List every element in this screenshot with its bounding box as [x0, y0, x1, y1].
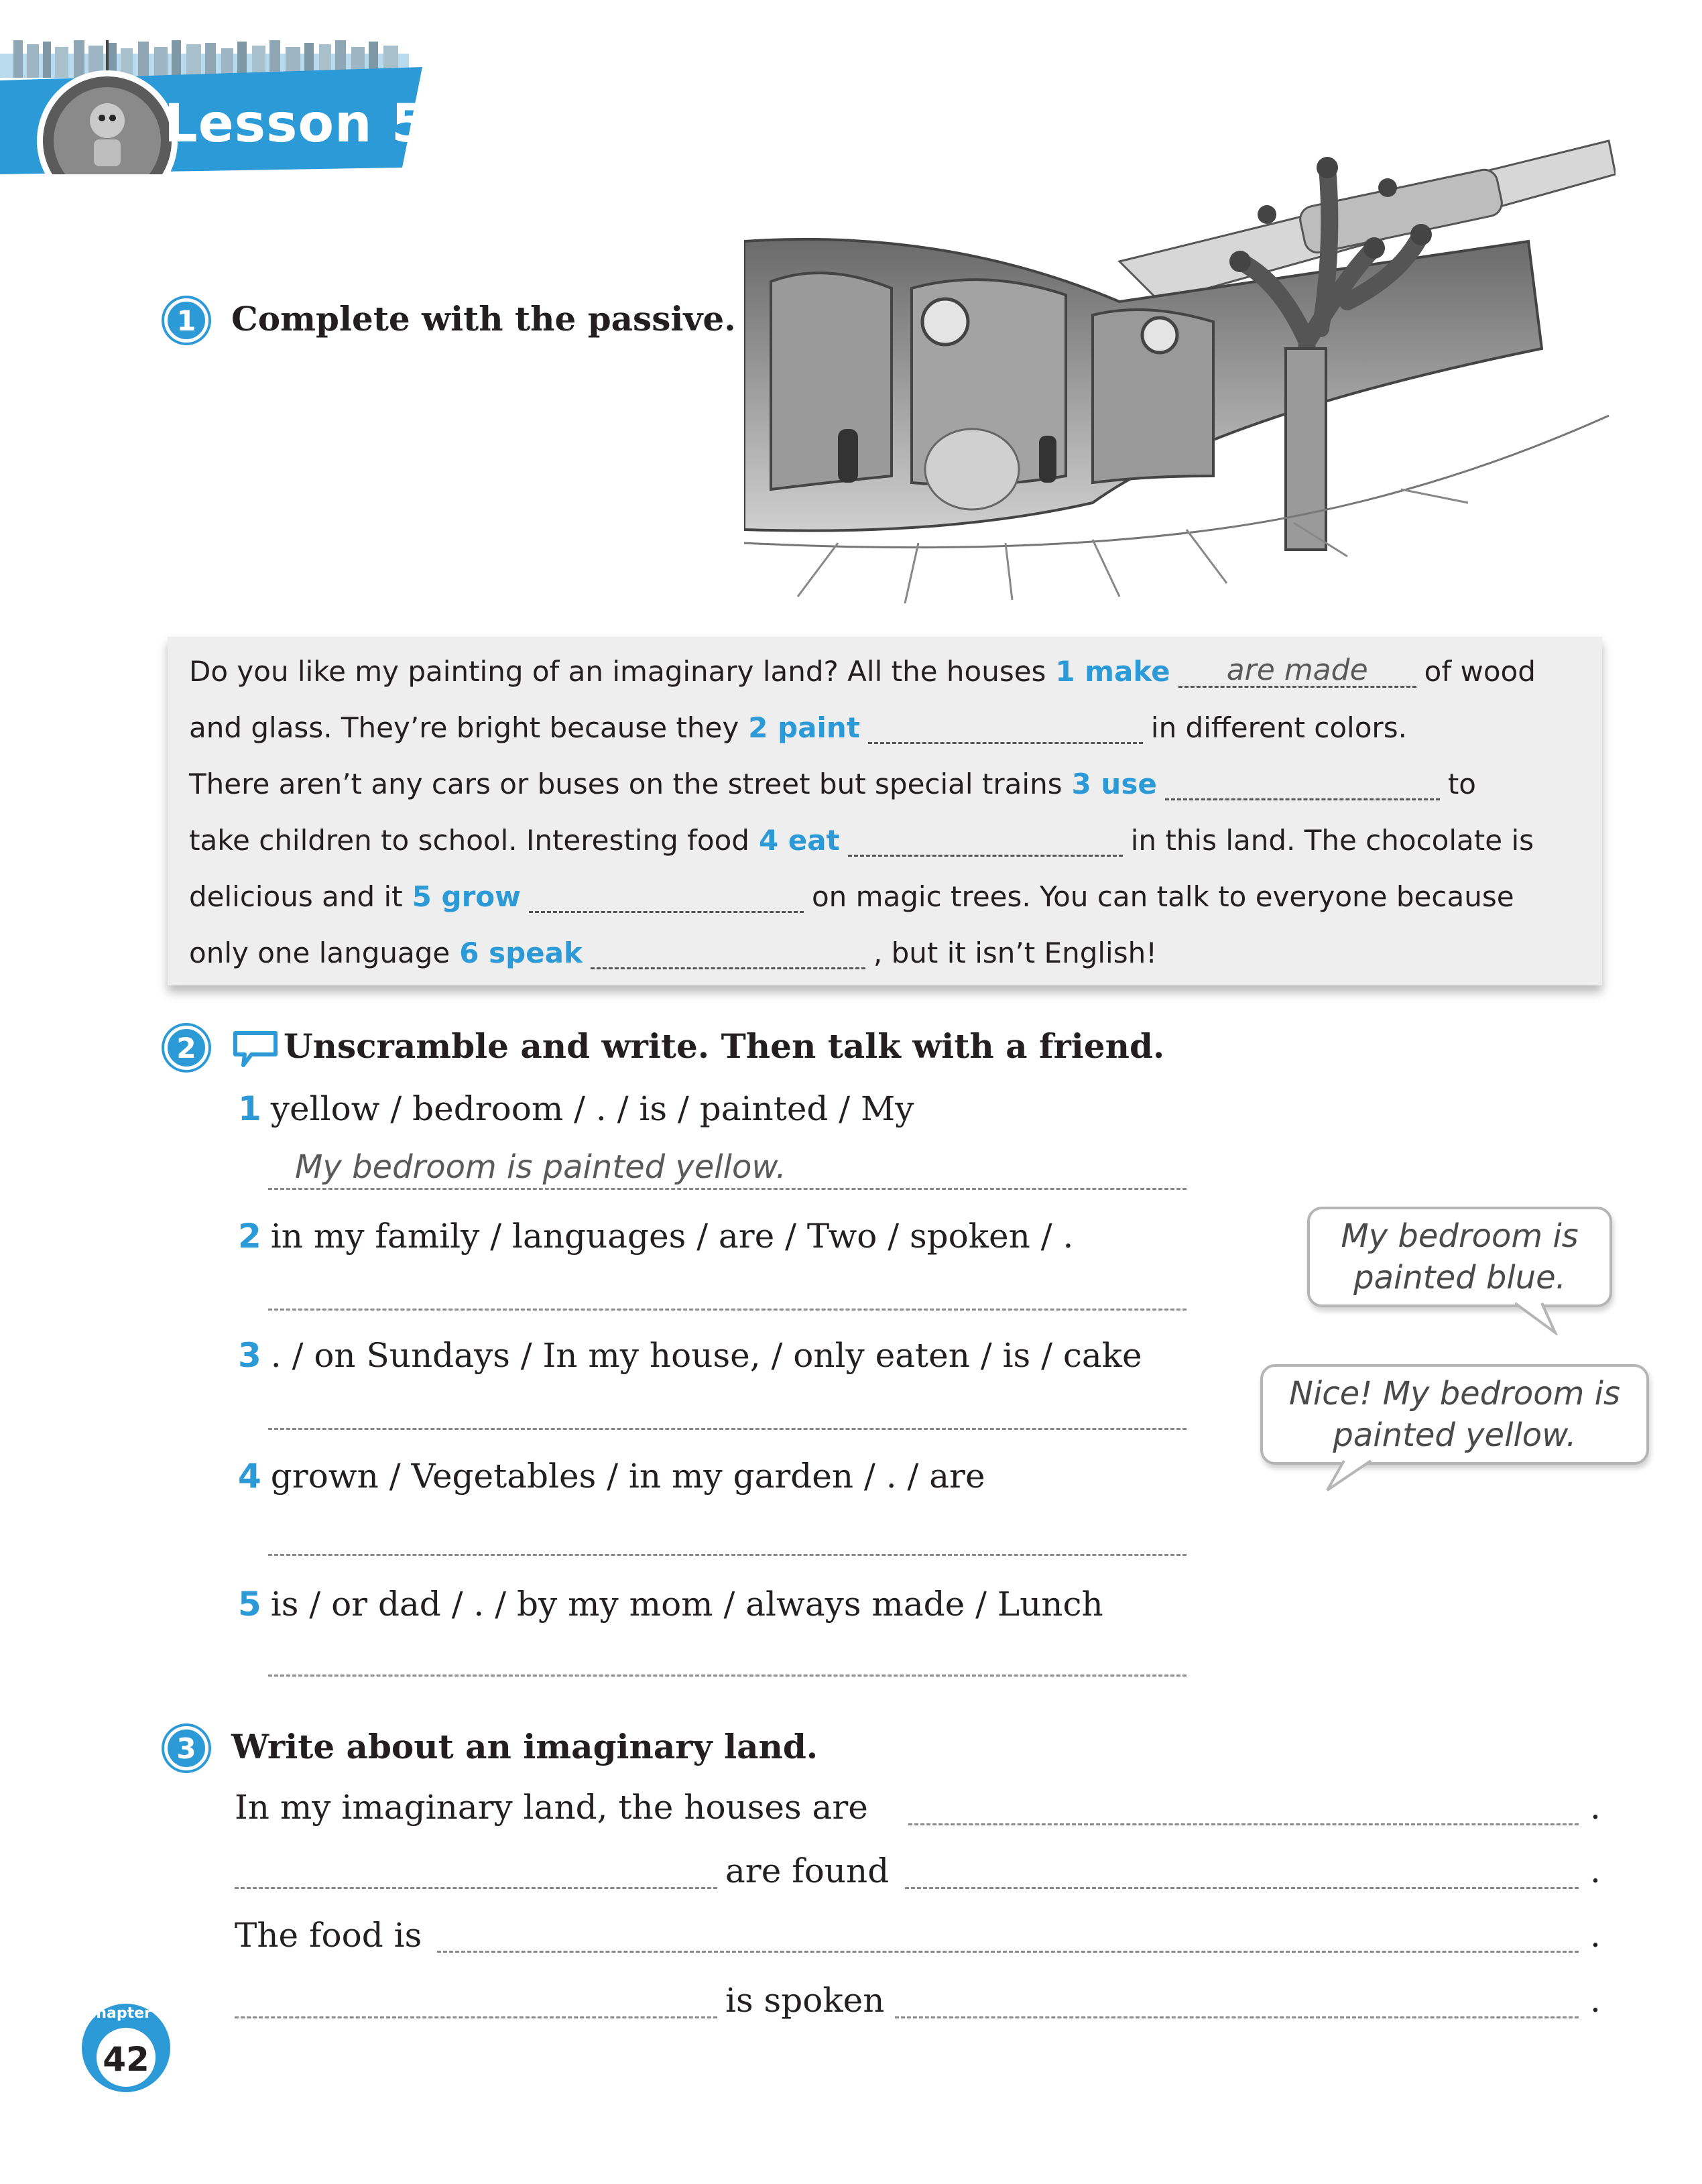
- verb-cue-4: 4 eat: [758, 824, 840, 857]
- exercise-3-number: 3: [164, 1726, 208, 1770]
- story-text: take children to school. Interesting food: [189, 824, 749, 857]
- story-text-box: [168, 637, 1602, 985]
- writing-line-2b[interactable]: [905, 1887, 1579, 1889]
- story-text: in this land. The chocolate is: [1130, 824, 1534, 857]
- answer-line-5[interactable]: [268, 1675, 1187, 1677]
- scrambled-words: yellow / bedroom / . / is / painted / My: [270, 1089, 914, 1128]
- story-text: and glass. They’re bright because they: [189, 711, 739, 744]
- answer-blank-2[interactable]: [868, 718, 1143, 744]
- story-line-3: [189, 768, 1476, 800]
- writing-line-1[interactable]: [908, 1823, 1579, 1825]
- scrambled-words: . / on Sundays / In my house, / only eaten / is / cake: [270, 1336, 1142, 1375]
- story-text: only one language: [189, 936, 450, 969]
- chapter-label: Chapter 5: [85, 2005, 167, 2022]
- story-text: in different colors.: [1150, 711, 1407, 744]
- page-number-badge: [79, 2001, 173, 2095]
- story-text: of wood: [1424, 655, 1536, 688]
- bubble-text-line: painted blue.: [1353, 1259, 1566, 1296]
- bubble-text-line: Nice! My bedroom is: [1288, 1375, 1621, 1412]
- speech-bubble-first: [1307, 1207, 1612, 1307]
- bubble-tail-first: [1515, 1302, 1562, 1335]
- writing-prompt-3: The food is: [235, 1916, 422, 1955]
- scrambled-words: is / or dad / . / by my mom / always made / Lunch: [270, 1585, 1103, 1624]
- exercise-1-number: 1: [164, 298, 208, 343]
- handwritten-answer: My bedroom is painted yellow.: [295, 1148, 786, 1186]
- answer-line-3[interactable]: [268, 1428, 1187, 1430]
- story-text: delicious and it: [189, 880, 403, 913]
- item-number: 1: [238, 1089, 261, 1128]
- story-text: , but it isn’t English!: [873, 936, 1158, 969]
- answer-line-4[interactable]: [268, 1554, 1187, 1556]
- sentence-period: .: [1590, 1916, 1601, 1955]
- verb-cue-3: 3 use: [1071, 768, 1157, 800]
- story-text: There aren’t any cars or buses on the street but special trains: [189, 768, 1062, 800]
- verb-cue-5: 5 grow: [412, 880, 521, 913]
- sentence-period: .: [1590, 1852, 1601, 1890]
- story-text: to: [1447, 768, 1476, 800]
- story-line-1: [189, 655, 1536, 688]
- writing-line-3[interactable]: [437, 1951, 1579, 1953]
- bubble-text-line: My bedroom is: [1341, 1217, 1579, 1255]
- page-number: 42: [103, 2040, 149, 2079]
- story-text: on magic trees. You can talk to everyone because: [811, 880, 1514, 913]
- scramble-item-3: [238, 1336, 1142, 1375]
- bubble-text-line: painted yellow.: [1333, 1416, 1577, 1454]
- handwritten-answer-1: are made: [1226, 653, 1368, 687]
- writing-prompt-2: are found: [725, 1852, 890, 1890]
- item-number: 3: [238, 1336, 261, 1375]
- answer-blank-1[interactable]: [1178, 653, 1416, 688]
- story-line-6: [189, 936, 1157, 969]
- writing-prompt-1: In my imaginary land, the houses are: [235, 1788, 868, 1827]
- exercise-3-instruction: Write about an imaginary land.: [231, 1727, 818, 1766]
- exercise-2-instruction: Unscramble and write. Then talk with a friend.: [284, 1026, 1165, 1066]
- scramble-item-2: [238, 1217, 1073, 1256]
- sentence-period: .: [1590, 1981, 1601, 2020]
- answer-blank-4[interactable]: [848, 831, 1123, 857]
- story-line-5: [189, 880, 1514, 913]
- speech-bubble-icon: [231, 1029, 280, 1069]
- answer-blank-6[interactable]: [591, 943, 865, 969]
- writing-prompt-4: is spoken: [725, 1981, 885, 2020]
- exercise-2-number: 2: [164, 1026, 208, 1070]
- bubble-tail-second: [1324, 1459, 1378, 1493]
- writing-line-4a[interactable]: [235, 2016, 717, 2018]
- story-line-4: [189, 824, 1534, 857]
- answer-line-1[interactable]: [268, 1188, 1187, 1190]
- writing-line-2a[interactable]: [235, 1887, 717, 1889]
- scrambled-words: grown / Vegetables / in my garden / . / are: [270, 1457, 985, 1496]
- exercise-1-instruction: Complete with the passive.: [231, 299, 736, 339]
- scrambled-words: in my family / languages / are / Two / spoken / .: [270, 1217, 1074, 1256]
- verb-cue-2: 2 paint: [748, 711, 860, 744]
- speech-bubble-second: [1260, 1364, 1649, 1465]
- lesson-title: Lesson 5: [164, 94, 429, 154]
- story-line-2: [189, 711, 1407, 744]
- answer-blank-5[interactable]: [529, 887, 804, 913]
- writing-line-4b[interactable]: [895, 2016, 1579, 2018]
- sentence-period: .: [1590, 1788, 1601, 1827]
- scramble-item-4: [238, 1457, 985, 1496]
- scramble-item-1: [238, 1089, 914, 1128]
- answer-line-2[interactable]: [268, 1309, 1187, 1311]
- story-text: Do you like my painting of an imaginary land? All the houses: [189, 655, 1046, 688]
- answer-blank-3[interactable]: [1165, 774, 1440, 800]
- item-number: 4: [238, 1457, 261, 1496]
- scramble-item-5: [238, 1585, 1103, 1624]
- verb-cue-1: 1 make: [1055, 655, 1170, 688]
- verb-cue-6: 6 speak: [459, 936, 583, 969]
- item-number: 2: [238, 1217, 261, 1256]
- item-number: 5: [238, 1585, 261, 1624]
- imaginary-land-illustration: [744, 127, 1616, 617]
